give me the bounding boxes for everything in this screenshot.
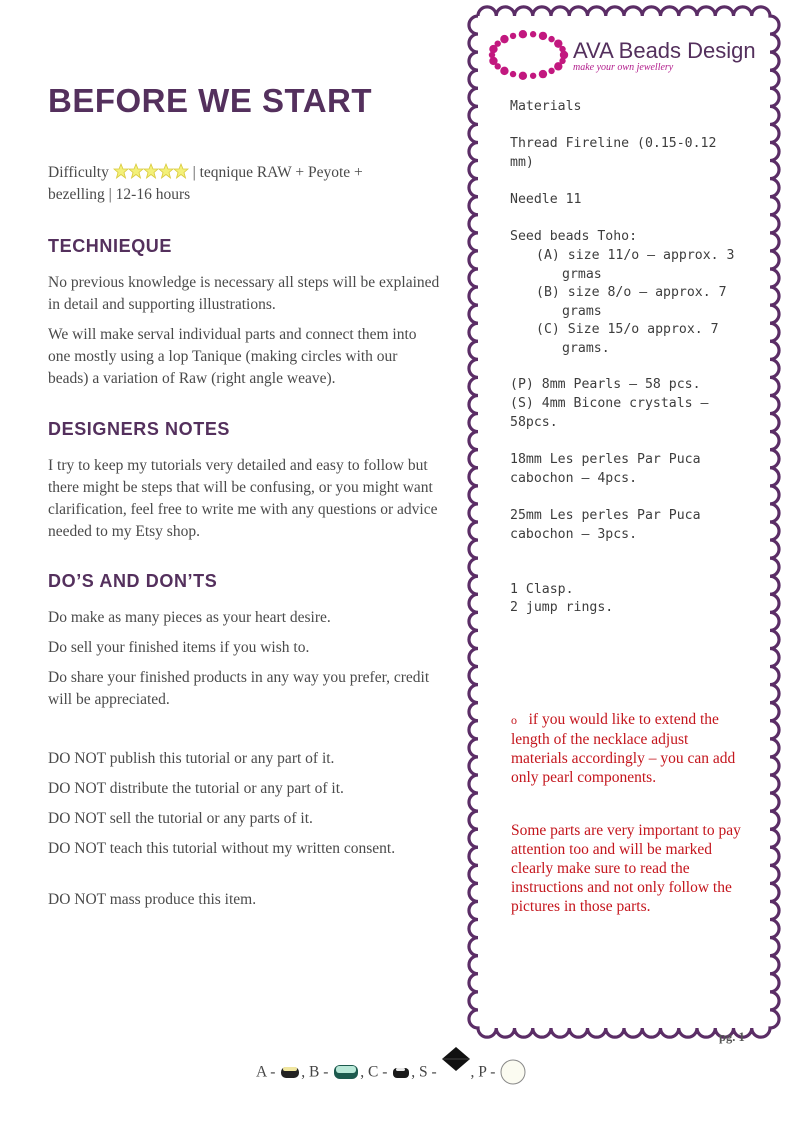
material-jump-rings: 2 jump rings. (510, 600, 614, 615)
do-item: Do sell your finished items if you wish to. (48, 639, 310, 656)
seed-bead-b: (B) size 8/o – approx. 7 grams (536, 285, 727, 319)
difficulty-time: bezelling | 12-16 hours (48, 186, 191, 203)
logo-bead (559, 46, 565, 52)
logo-bead (519, 30, 527, 38)
bead-necklace-logo-icon (486, 28, 570, 82)
logo-bead (495, 40, 501, 46)
logo-bead (548, 36, 554, 42)
pearl-icon (499, 1058, 527, 1086)
logo-bead (530, 73, 536, 79)
designers-notes-heading: DESIGNERS NOTES (48, 419, 231, 439)
logo-bead (500, 35, 508, 43)
seed-beads-heading: Seed beads Toho: (510, 229, 638, 244)
difficulty-technique: | teqnique RAW + Peyote + (192, 164, 363, 181)
legend-label-c: , C - (360, 1063, 388, 1081)
material-clasp: 1 Clasp. (510, 582, 574, 597)
logo-bead (530, 31, 536, 37)
legend-label-a: A - (256, 1063, 276, 1081)
technique-heading: TECHNIEQUE (48, 236, 173, 256)
logo-bead (539, 32, 547, 40)
bead-legend (256, 1046, 527, 1086)
logo-bead (560, 51, 568, 59)
logo-bead (539, 70, 547, 78)
logo-bead (489, 57, 497, 65)
technique-paragraph-2: We will make serval individual parts and connect them into one mostly using a lop Tanique (making circles with our beads) a variation of Raw (right angle weave). (48, 326, 417, 387)
bullet-icon: o (511, 713, 517, 727)
page-title: BEFORE WE START (48, 82, 373, 119)
dont-item: DO NOT teach this tutorial without my written consent. (48, 840, 396, 857)
star-rating-icon (113, 163, 189, 179)
legend-label-b: , B - (301, 1063, 329, 1081)
bicone-crystal-icon (441, 1046, 471, 1072)
logo-bead (510, 71, 516, 77)
difficulty-line (48, 162, 438, 206)
extend-note-text: if you would like to extend the length of the necklace adjust materials accordingly – you can add only pearl components. (511, 711, 736, 786)
important-note: Some parts are very important to pay attention too and will be marked clearly make sure to read the instructions and not only follow the pictures in those parts. (511, 822, 741, 915)
logo-bead (554, 62, 562, 70)
page-number: pg. 1 (719, 1030, 745, 1044)
legend-label-s: , S - (411, 1063, 437, 1081)
logo-name: AVA Beads Design (573, 38, 756, 63)
dont-item: DO NOT mass produce this item. (48, 891, 257, 908)
materials-heading: Materials (510, 99, 582, 114)
logo-tagline: make your own jewellery (573, 62, 674, 73)
dont-item: DO NOT sell the tutorial or any parts of it. (48, 810, 313, 827)
material-cabochon-18mm: 18mm Les perles Par Puca cabochon – 4pcs. (510, 452, 701, 486)
material-pearls: (P) 8mm Pearls – 58 pcs. (510, 377, 701, 392)
seed-bead-a: (A) size 11/o – approx. 3 grmas (536, 248, 735, 282)
material-thread: Thread Fireline (0.15-0.12 mm) (510, 136, 717, 170)
difficulty-label: Difficulty (48, 164, 109, 181)
designers-notes-paragraph: I try to keep my tutorials very detailed and easy to follow but there might be steps that will be confusing, or you might want clarification, feel free to write me with any questions or advice needed to my Etsy shop. (48, 457, 438, 540)
material-cabochon-25mm: 25mm Les perles Par Puca cabochon – 3pcs. (510, 508, 701, 542)
dont-item: DO NOT publish this tutorial or any part of it. (48, 750, 335, 767)
do-item: Do share your finished products in any way you prefer, credit will be appreciated. (48, 669, 430, 708)
do-item: Do make as many pieces as your heart desire. (48, 609, 331, 626)
seed-bead-a-icon (279, 1064, 301, 1080)
material-crystals: (S) 4mm Bicone crystals – 58pcs. (510, 396, 709, 430)
seed-bead-b-icon (332, 1063, 360, 1081)
seed-bead-c: (C) Size 15/o approx. 7 grams. (536, 322, 719, 356)
dont-item: DO NOT distribute the tutorial or any part of it. (48, 780, 344, 797)
logo-bead (500, 67, 508, 75)
seed-bead-c-icon (391, 1065, 411, 1079)
logo-bead (519, 72, 527, 80)
logo-bead (510, 33, 516, 39)
legend-label-p: , P - (470, 1063, 496, 1081)
technique-paragraph-1: No previous knowledge is necessary all steps will be explained in detail and supporting illustrations. (48, 274, 440, 313)
material-needle: Needle 11 (510, 192, 582, 207)
dos-donts-heading: DO’S AND DON’TS (48, 571, 218, 591)
logo-bead (548, 68, 554, 74)
extend-note (511, 710, 743, 787)
